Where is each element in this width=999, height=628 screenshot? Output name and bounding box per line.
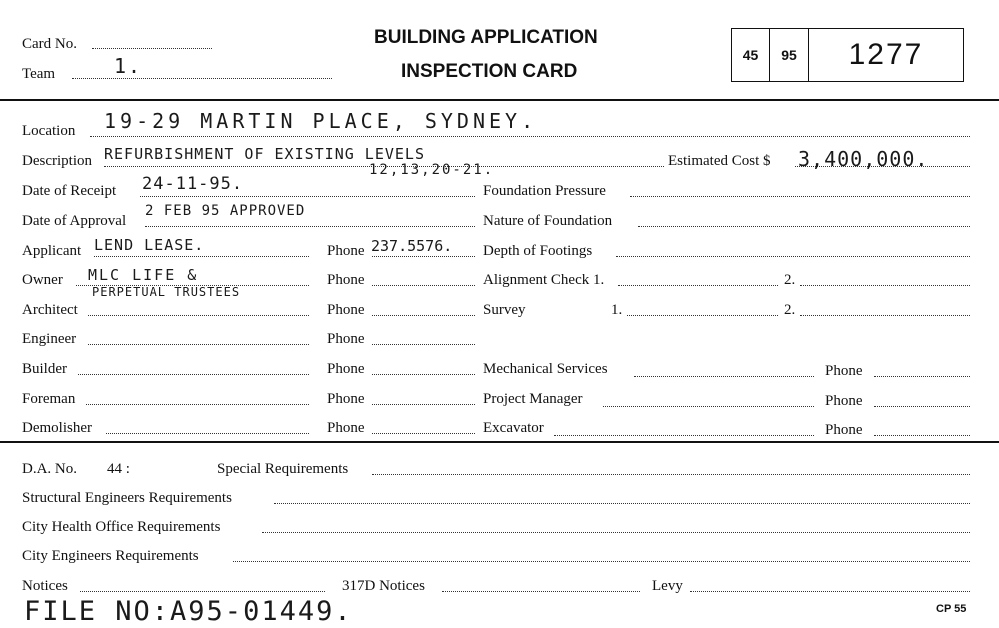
applicant-field[interactable]	[94, 256, 309, 257]
notices-317d-label: 317D Notices	[342, 578, 425, 594]
structural-field[interactable]	[274, 503, 970, 504]
demolisher-field[interactable]	[106, 433, 309, 434]
owner-phone-label: Phone	[327, 272, 365, 288]
engineer-label: Engineer	[22, 331, 77, 347]
location-label: Location	[22, 123, 76, 139]
reference-number: 1277	[848, 38, 924, 71]
card-no-label: Card No.	[22, 36, 77, 52]
description-value-levels: 12,13,20-21.	[369, 162, 495, 178]
estimated-cost-value: 3,400,000.	[798, 147, 929, 171]
notices-label: Notices	[22, 578, 68, 594]
excavator-field[interactable]	[554, 435, 814, 436]
estimated-cost-label: Estimated Cost $	[668, 153, 771, 169]
reference-code-1: 45	[732, 29, 770, 81]
reference-code-2: 95	[770, 29, 809, 81]
builder-field[interactable]	[78, 374, 309, 375]
levy-label: Levy	[652, 578, 683, 594]
header-divider	[0, 99, 999, 101]
foundation-pressure-field[interactable]	[630, 196, 970, 197]
date-receipt-field[interactable]	[140, 196, 475, 197]
depth-footings-label: Depth of Footings	[483, 243, 593, 259]
file-number: FILE NO:A95-01449.	[24, 596, 353, 627]
applicant-phone-field[interactable]	[372, 256, 475, 257]
alignment-check-1-field[interactable]	[618, 285, 778, 286]
nature-foundation-label: Nature of Foundation	[483, 213, 613, 229]
architect-label: Architect	[22, 302, 78, 318]
architect-field[interactable]	[88, 315, 309, 316]
demolisher-label: Demolisher	[22, 420, 92, 436]
builder-phone-field[interactable]	[372, 374, 475, 375]
owner-value-line2: PERPETUAL TRUSTEES	[92, 285, 241, 299]
builder-label: Builder	[22, 361, 67, 377]
alignment-check-2-label: 2.	[784, 272, 796, 288]
alignment-check-2-field[interactable]	[800, 285, 970, 286]
excavator-label: Excavator	[483, 420, 544, 436]
foreman-phone-label: Phone	[327, 391, 365, 407]
architect-phone-label: Phone	[327, 302, 365, 318]
structural-label: Structural Engineers Requirements	[22, 490, 232, 506]
da-label: D.A. No.	[22, 461, 77, 477]
date-approval-field[interactable]	[145, 226, 475, 227]
engineers-field[interactable]	[233, 561, 970, 562]
description-label: Description	[22, 153, 92, 169]
special-requirements-label: Special Requirements	[217, 461, 349, 477]
foreman-phone-field[interactable]	[372, 404, 475, 405]
alignment-check-label: Alignment Check 1.	[483, 272, 605, 288]
reference-box	[731, 28, 964, 82]
architect-phone-field[interactable]	[372, 315, 475, 316]
description-value: REFURBISHMENT OF EXISTING LEVELS	[104, 145, 425, 163]
levy-field[interactable]	[690, 591, 970, 592]
owner-label: Owner	[22, 272, 63, 288]
special-requirements-field[interactable]	[372, 474, 970, 475]
applicant-value: LEND LEASE.	[94, 236, 205, 254]
section-divider	[0, 441, 999, 443]
engineer-phone-label: Phone	[327, 331, 365, 347]
card-no-field[interactable]	[92, 48, 212, 49]
excavator-phone-label: Phone	[825, 422, 863, 438]
notices-317d-field[interactable]	[442, 591, 640, 592]
nature-foundation-field[interactable]	[638, 226, 970, 227]
builder-phone-label: Phone	[327, 361, 365, 377]
demolisher-phone-label: Phone	[327, 420, 365, 436]
foreman-label: Foreman	[22, 391, 76, 407]
project-manager-field[interactable]	[603, 406, 814, 407]
engineer-phone-field[interactable]	[372, 344, 475, 345]
form-code: CP 55	[936, 603, 967, 615]
form-title-line1: BUILDING APPLICATION	[374, 27, 598, 48]
engineer-field[interactable]	[88, 344, 309, 345]
foreman-field[interactable]	[86, 404, 309, 405]
location-value: 19-29 MARTIN PLACE, SYDNEY.	[104, 109, 538, 133]
health-field[interactable]	[262, 532, 970, 533]
foundation-pressure-label: Foundation Pressure	[483, 183, 606, 199]
date-receipt-label: Date of Receipt	[22, 183, 117, 199]
applicant-phone-value: 237.5576.	[371, 237, 453, 255]
project-manager-phone-label: Phone	[825, 393, 863, 409]
survey-2-field[interactable]	[800, 315, 970, 316]
health-label: City Health Office Requirements	[22, 519, 221, 535]
survey-1-field[interactable]	[627, 315, 778, 316]
mechanical-field[interactable]	[634, 376, 814, 377]
demolisher-phone-field[interactable]	[372, 433, 475, 434]
survey-1-label: 1.	[611, 302, 623, 318]
depth-footings-field[interactable]	[616, 256, 970, 257]
da-value: 44 :	[107, 461, 130, 477]
mechanical-phone-label: Phone	[825, 363, 863, 379]
location-field[interactable]	[90, 136, 970, 137]
team-value: 1.	[114, 54, 143, 78]
mechanical-phone-field[interactable]	[874, 376, 970, 377]
applicant-label: Applicant	[22, 243, 82, 259]
date-approval-label: Date of Approval	[22, 213, 127, 229]
notices-field[interactable]	[80, 591, 325, 592]
team-label: Team	[22, 66, 56, 82]
applicant-phone-label: Phone	[327, 243, 365, 259]
survey-label: Survey	[483, 302, 526, 318]
excavator-phone-field[interactable]	[874, 435, 970, 436]
survey-2-label: 2.	[784, 302, 796, 318]
project-manager-label: Project Manager	[483, 391, 583, 407]
date-approval-value: 2 FEB 95 APPROVED	[145, 203, 306, 219]
mechanical-label: Mechanical Services	[483, 361, 608, 377]
form-title-line2: INSPECTION CARD	[401, 61, 578, 82]
project-manager-phone-field[interactable]	[874, 406, 970, 407]
team-field[interactable]	[72, 78, 332, 79]
owner-phone-field[interactable]	[372, 285, 475, 286]
engineers-label: City Engineers Requirements	[22, 548, 199, 564]
owner-value: MLC LIFE &	[88, 266, 199, 284]
date-receipt-value: 24-11-95.	[142, 174, 244, 194]
